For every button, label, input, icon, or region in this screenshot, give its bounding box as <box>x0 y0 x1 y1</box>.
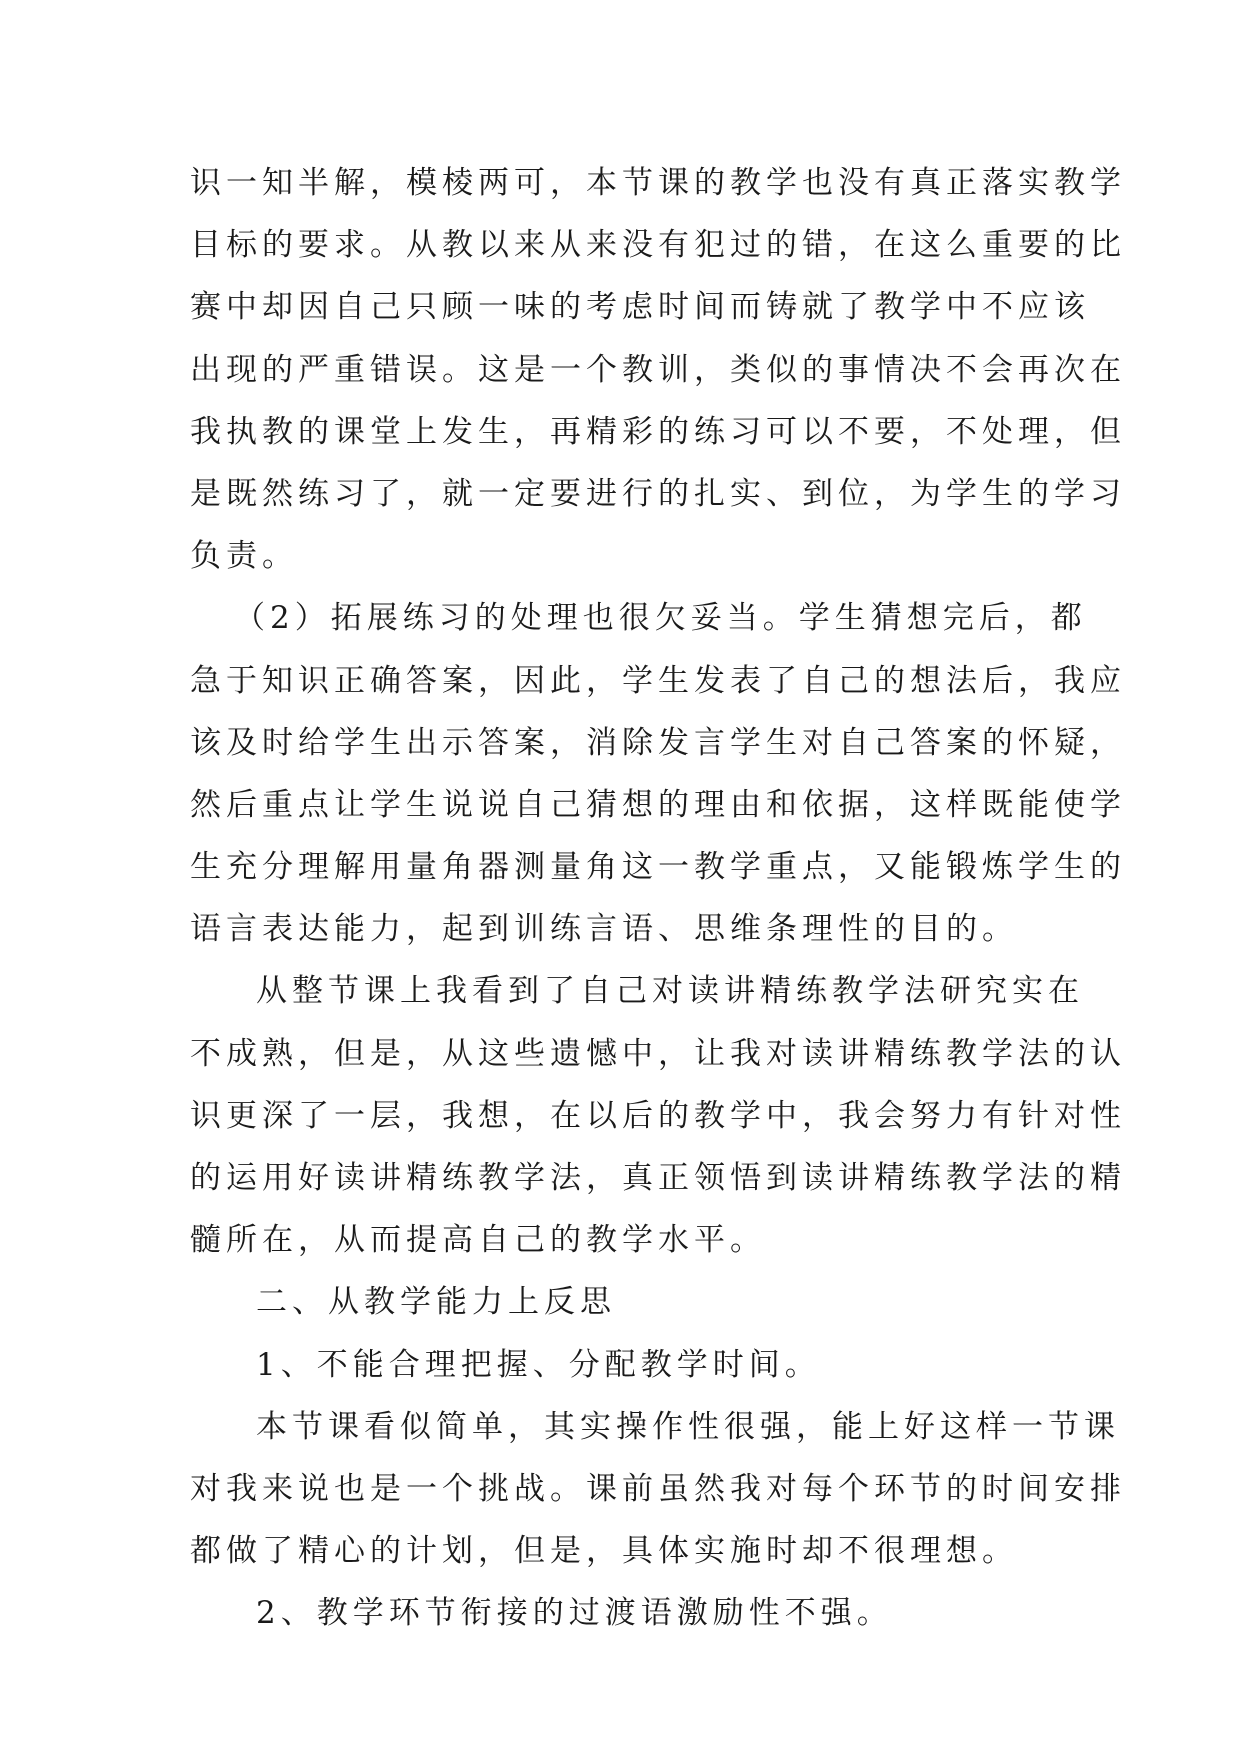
text-line: 都做了精心的计划，但是，具体实施时却不很理想。 <box>190 1533 1018 1570</box>
subsection-heading: 2、教学环节衔接的过渡语激励性不强。 <box>256 1595 893 1632</box>
text-line: 识更深了一层，我想，在以后的教学中，我会努力有针对性 <box>190 1097 1126 1134</box>
text-line: 本节课看似简单，其实操作性很强，能上好这样一节课 <box>256 1408 1120 1445</box>
text-line: 负责。 <box>190 538 298 575</box>
text-line: 目标的要求。从教以来从来没有犯过的错，在这么重要的比 <box>190 227 1126 264</box>
text-line: 从整节课上我看到了自己对读讲精练教学法研究实在 <box>256 973 1084 1010</box>
text-line: 髓所在，从而提高自己的教学水平。 <box>190 1222 766 1259</box>
subsection-heading: 1、不能合理把握、分配教学时间。 <box>256 1346 821 1383</box>
text-line: 识一知半解，模棱两可，本节课的教学也没有真正落实教学 <box>190 165 1126 201</box>
section-heading: 二、从教学能力上反思 <box>256 1284 616 1321</box>
text-line: 不成熟，但是，从这些遗憾中，让我对读讲精练教学法的认 <box>190 1035 1126 1072</box>
text-line: 我执教的课堂上发生，再精彩的练习可以不要，不处理，但 <box>190 413 1126 450</box>
text-line: 急于知识正确答案，因此，学生发表了自己的想法后，我应 <box>190 662 1126 699</box>
text-line: 是既然练习了，就一定要进行的扎实、到位，为学生的学习 <box>190 475 1126 512</box>
body-text <box>190 152 1126 1645</box>
text-line: 生充分理解用量角器测量角这一教学重点，又能锻炼学生的 <box>190 849 1126 886</box>
text-line: 然后重点让学生说说自己猜想的理由和依据，这样既能使学 <box>190 786 1126 823</box>
text-line: 赛中却因自己只顾一味的考虑时间而铸就了教学中不应该 <box>190 289 1090 326</box>
text-line: 的运用好读讲精练教学法，真正领悟到读讲精练教学法的精 <box>190 1160 1126 1196</box>
text-line: 该及时给学生出示答案，消除发言学生对自己答案的怀疑， <box>190 724 1126 761</box>
text-line: 出现的严重错误。这是一个教训，类似的事情决不会再次在 <box>190 351 1126 388</box>
text-line: 语言表达能力，起到训练言语、思维条理性的目的。 <box>190 911 1018 948</box>
text-line: （2）拓展练习的处理也很欠妥当。学生猜想完后，都 <box>234 600 1087 637</box>
text-line: 对我来说也是一个挑战。课前虽然我对每个环节的时间安排 <box>190 1470 1126 1507</box>
